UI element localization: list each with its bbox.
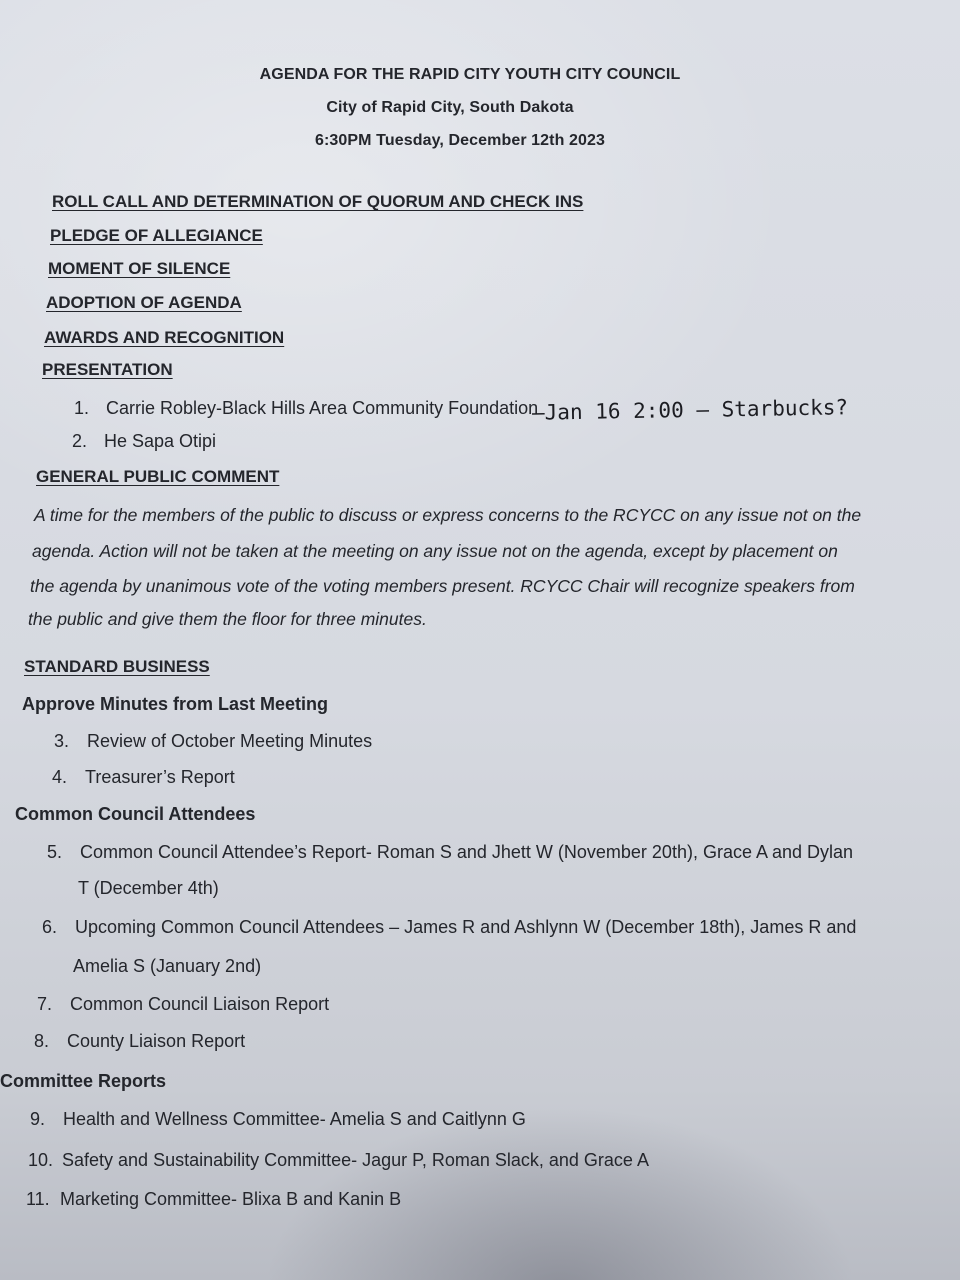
item-text: Common Council Liaison Report [70,994,330,1014]
agenda-item-continuation: T (December 4th) [78,878,219,898]
agenda-title: AGENDA FOR THE RAPID CITY YOUTH CITY COUNCIL [259,66,681,83]
item-number: 5. [47,842,63,862]
subsection-common-council: Common Council Attendees [15,804,256,824]
item-number: 10. [28,1150,54,1170]
subsection-approve-minutes: Approve Minutes from Last Meeting [22,694,329,714]
item-text: Review of October Meeting Minutes [87,731,373,751]
item-number: 4. [52,767,68,787]
section-standard-business: STANDARD BUSINESS [24,657,210,676]
public-comment-line: the agenda by unanimous vote of the voting members present. RCYCC Chair will recognize speakers from [30,576,855,596]
presentation-item [74,398,538,419]
section-adoption-of-agenda: ADOPTION OF AGENDA [46,293,242,312]
agenda-item [30,1109,526,1130]
item-text: He Sapa Otipi [104,431,217,451]
item-number: 6. [42,917,58,937]
subsection-committee-reports: Committee Reports [0,1071,167,1091]
item-text: Safety and Sustainability Committee- Jagur P, Roman Slack, and Grace A [62,1150,649,1170]
section-general-public-comment: GENERAL PUBLIC COMMENT [36,467,280,486]
agenda-location: City of Rapid City, South Dakota [326,99,574,116]
item-text: Treasurer’s Report [85,767,235,787]
item-number: 2. [72,431,88,451]
agenda-item [37,994,329,1015]
agenda-item [54,731,372,752]
presentation-item [72,431,216,452]
agenda-item [28,1150,649,1171]
agenda-item [34,1031,245,1052]
item-text: Common Council Attendee’s Report- Roman S and Jhett W (November 20th), Grace A and Dylan [80,842,854,862]
item-number: 1. [74,398,90,418]
item-text: Carrie Robley-Black Hills Area Community Foundation [106,398,539,418]
public-comment-line: the public and give them the floor for three minutes. [28,609,427,629]
item-number: 7. [37,994,53,1014]
section-roll-call: ROLL CALL AND DETERMINATION OF QUORUM AND CHECK INS [52,192,584,211]
item-text: Health and Wellness Committee- Amelia S and Caitlynn G [63,1109,526,1129]
item-number: 3. [54,731,70,751]
section-awards: AWARDS AND RECOGNITION [44,328,285,347]
handwritten-note: –Jan 16 2:00 – Starbucks? [531,395,849,425]
section-presentation: PRESENTATION [42,360,173,379]
agenda-datetime: 6:30PM Tuesday, December 12th 2023 [314,132,606,149]
item-number: 9. [30,1109,46,1129]
agenda-item [52,767,235,788]
item-text: Marketing Committee- Blixa B and Kanin B [60,1189,402,1209]
public-comment-line: agenda. Action will not be taken at the meeting on any issue not on the agenda, except by placement on [32,541,838,561]
agenda-item [42,917,856,938]
item-text: County Liaison Report [67,1031,246,1051]
section-moment-of-silence: MOMENT OF SILENCE [48,259,231,278]
agenda-item-continuation: Amelia S (January 2nd) [73,956,262,976]
item-number: 11. [26,1189,50,1209]
item-number: 8. [34,1031,50,1051]
public-comment-line: A time for the members of the public to discuss or express concerns to the RCYCC on any issue not on the [34,505,862,525]
item-text: Upcoming Common Council Attendees – James R and Ashlynn W (December 18th), James R and [75,917,857,937]
section-pledge: PLEDGE OF ALLEGIANCE [50,226,263,245]
agenda-item [26,1189,401,1210]
agenda-item [47,842,853,863]
